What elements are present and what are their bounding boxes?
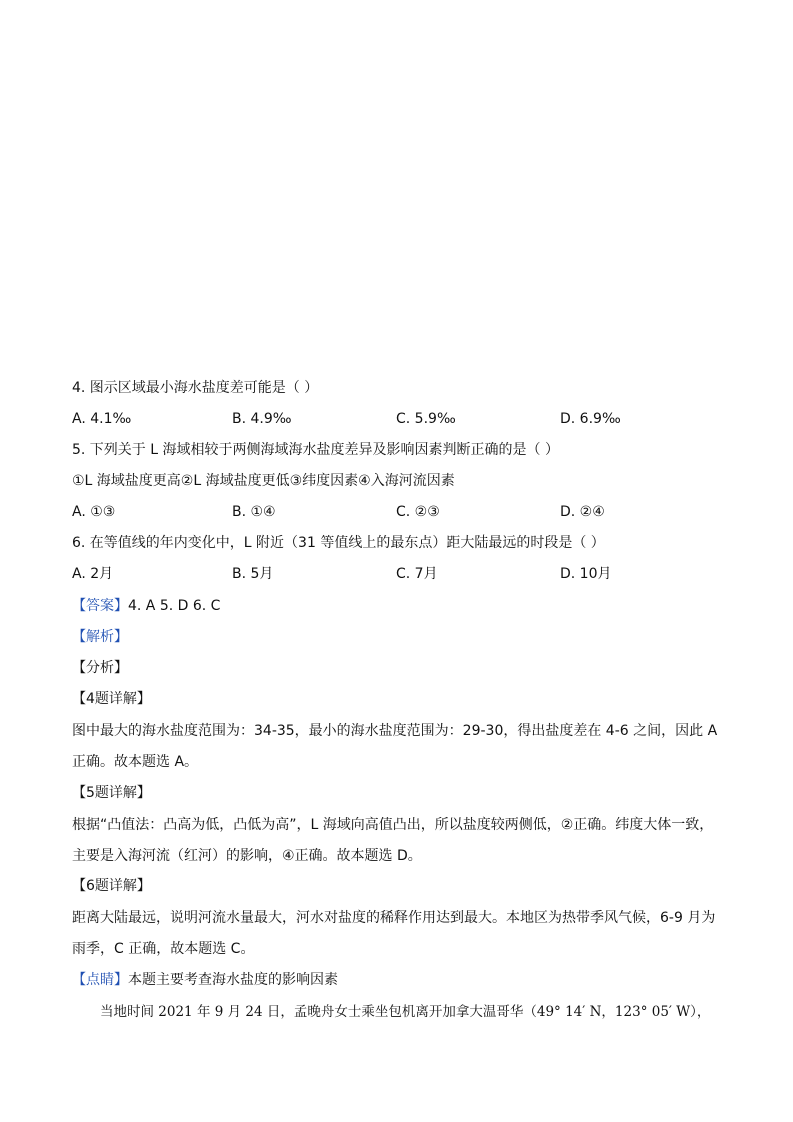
option-a: A. 4.1‰ [72,411,132,427]
option-d: D. ②④ [560,504,605,520]
fenxi-heading: 【分析】 [72,660,128,676]
q5-detail-text: 根据“凸值法：凸高为低，凸低为高”，L 海域向高值凸出，所以盐度较两侧低，②正确。纬度大体一致，主要是入海河流（红河）的影响，④正确。故本题选 D。 [72,817,714,864]
option-b: B. 4.9‰ [232,411,292,427]
option-c: C. 7月 [396,566,438,582]
question-4-options [72,409,732,429]
answer-line [72,596,220,616]
q4-detail-heading: 【4题详解】 [72,691,151,707]
question-4-stem: 4. 图示区域最小海水盐度差可能是（ ） [72,380,319,396]
q5-detail-heading: 【5题详解】 [72,785,151,801]
option-d: D. 6.9‰ [560,411,621,427]
analysis-label: 【解析】 [72,629,128,645]
answer-label: 【答案】 [72,598,128,614]
question-6-stem: 6. 在等值线的年内变化中，L 附近（31 等值线上的最东点）距大陆最远的时段是（ ） [72,535,605,551]
option-c: C. 5.9‰ [396,411,456,427]
dianjing-label: 【点睛】 [72,972,128,988]
option-d: D. 10月 [560,566,612,582]
question-6-options [72,564,732,584]
dianjing-text: 本题主要考查海水盐度的影响因素 [128,972,338,988]
question-5-statements: ①L 海域盐度更高②L 海域盐度更低③纬度因素④入海河流因素 [72,473,455,489]
question-5-stem: 5. 下列关于 L 海域相较于两侧海域海水盐度差异及影响因素判断正确的是（ ） [72,442,559,458]
q4-detail-text: 图中最大的海水盐度范围为：34-35，最小的海水盐度范围为：29-30，得出盐度差在 4-6 之间，因此 A 正确。故本题选 A。 [72,723,718,770]
option-a: A. 2月 [72,566,114,582]
q6-detail-text: 距离大陆最远，说明河流水量最大，河水对盐度的稀释作用达到最大。本地区为热带季风气候，6-9 月为雨季，C 正确，故本题选 C。 [72,910,716,957]
option-a: A. ①③ [72,504,116,520]
option-c: C. ②③ [396,504,440,520]
next-passage: 当地时间 2021 年 9 月 24 日，孟晚舟女士乘坐包机离开加拿大温哥华（49° 14′ N，123° 05′ W）， [100,1004,711,1020]
answer-text: 4. A 5. D 6. C [128,598,221,614]
q6-detail-heading: 【6题详解】 [72,878,151,894]
option-b: B. ①④ [232,504,276,520]
question-5-options [72,502,732,522]
dianjing-line [72,970,338,990]
option-b: B. 5月 [232,566,274,582]
